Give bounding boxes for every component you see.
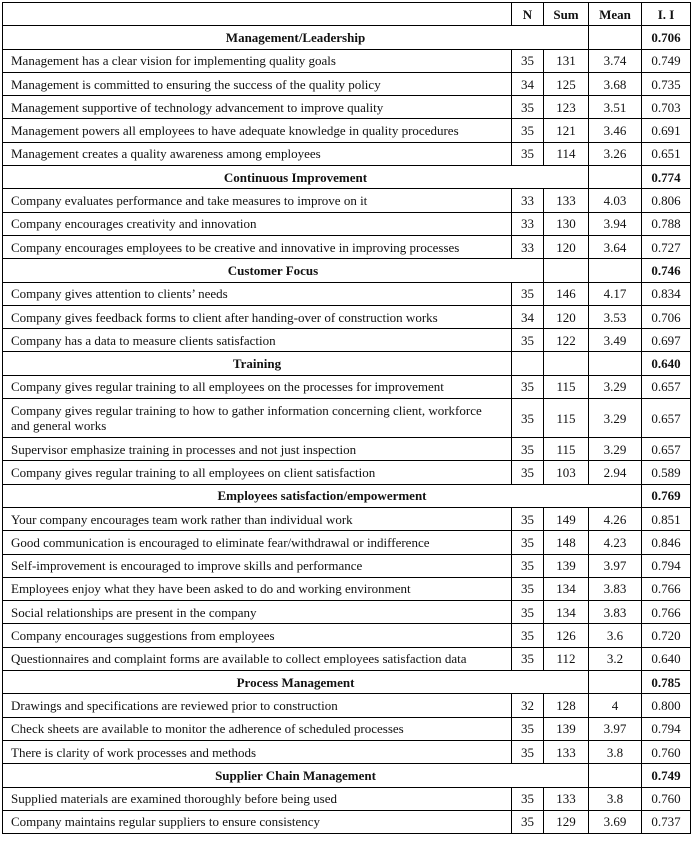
cell-sum: 128 xyxy=(544,694,589,717)
cell-ii: 0.735 xyxy=(642,72,691,95)
item-text: Company gives regular training to all employees on the processes for improvement xyxy=(3,375,512,398)
item-text: Good communication is encouraged to eliminate fear/withdrawal or indifference xyxy=(3,531,512,554)
section-row xyxy=(3,26,691,49)
cell-mean: 3.6 xyxy=(589,624,642,647)
cell-mean: 2.94 xyxy=(589,461,642,484)
cell-ii: 0.788 xyxy=(642,212,691,235)
table-row xyxy=(3,189,691,212)
cell-ii: 0.794 xyxy=(642,717,691,740)
cell-sum: 149 xyxy=(544,507,589,530)
cell-n: 34 xyxy=(512,305,544,328)
section-row xyxy=(3,259,691,282)
section-row xyxy=(3,764,691,787)
item-text: Management creates a quality awareness among employees xyxy=(3,142,512,165)
cell-mean: 4.03 xyxy=(589,189,642,212)
item-text: Company gives regular training to how to gather information concerning client, workforce and general works xyxy=(3,399,512,438)
cell-mean: 3.29 xyxy=(589,375,642,398)
item-text: Management is committed to ensuring the success of the quality policy xyxy=(3,72,512,95)
cell-ii: 0.703 xyxy=(642,96,691,119)
section-ii: 0.769 xyxy=(642,484,691,507)
cell-sum: 134 xyxy=(544,601,589,624)
cell-mean: 3.49 xyxy=(589,329,642,352)
cell-ii: 0.727 xyxy=(642,235,691,258)
cell-n: 35 xyxy=(512,601,544,624)
cell-sum: 115 xyxy=(544,375,589,398)
cell-n: 35 xyxy=(512,438,544,461)
item-text: Supervisor emphasize training in processes and not just inspection xyxy=(3,438,512,461)
item-text: Your company encourages team work rather than individual work xyxy=(3,507,512,530)
cell-n: 35 xyxy=(512,787,544,810)
cell-ii: 0.800 xyxy=(642,694,691,717)
empty-cell xyxy=(512,352,544,375)
item-text: Company encourages creativity and innovation xyxy=(3,212,512,235)
cell-ii: 0.766 xyxy=(642,601,691,624)
section-title: Continuous Improvement xyxy=(3,166,589,189)
section-title: Training xyxy=(3,352,512,375)
cell-ii: 0.834 xyxy=(642,282,691,305)
section-ii: 0.706 xyxy=(642,26,691,49)
item-text: Drawings and specifications are reviewed prior to construction xyxy=(3,694,512,717)
cell-n: 35 xyxy=(512,461,544,484)
table-row xyxy=(3,235,691,258)
cell-n: 35 xyxy=(512,49,544,72)
cell-mean: 3.8 xyxy=(589,787,642,810)
item-text: Management powers all employees to have adequate knowledge in quality procedures xyxy=(3,119,512,142)
section-title: Supplier Chain Management xyxy=(3,764,589,787)
cell-sum: 139 xyxy=(544,717,589,740)
cell-n: 33 xyxy=(512,212,544,235)
cell-n: 35 xyxy=(512,531,544,554)
cell-mean: 4.26 xyxy=(589,507,642,530)
cell-n: 35 xyxy=(512,399,544,438)
section-ii: 0.785 xyxy=(642,671,691,694)
item-text: Management supportive of technology advancement to improve quality xyxy=(3,96,512,119)
cell-n: 35 xyxy=(512,507,544,530)
table-row xyxy=(3,399,691,438)
table-row xyxy=(3,142,691,165)
cell-sum: 131 xyxy=(544,49,589,72)
item-text: Social relationships are present in the company xyxy=(3,601,512,624)
cell-sum: 114 xyxy=(544,142,589,165)
cell-n: 35 xyxy=(512,329,544,352)
table-row xyxy=(3,96,691,119)
item-text: Company gives attention to clients’ needs xyxy=(3,282,512,305)
cell-sum: 126 xyxy=(544,624,589,647)
cell-mean: 4.23 xyxy=(589,531,642,554)
cell-mean: 3.8 xyxy=(589,740,642,763)
cell-mean: 4.17 xyxy=(589,282,642,305)
section-row xyxy=(3,166,691,189)
cell-mean: 3.53 xyxy=(589,305,642,328)
section-ii: 0.746 xyxy=(642,259,691,282)
empty-cell xyxy=(589,764,642,787)
table-row xyxy=(3,740,691,763)
cell-mean: 3.74 xyxy=(589,49,642,72)
cell-ii: 0.760 xyxy=(642,740,691,763)
section-ii: 0.640 xyxy=(642,352,691,375)
section-row xyxy=(3,352,691,375)
cell-sum: 148 xyxy=(544,531,589,554)
header-ii: I. I xyxy=(642,3,691,26)
cell-sum: 139 xyxy=(544,554,589,577)
cell-ii: 0.737 xyxy=(642,810,691,833)
cell-n: 35 xyxy=(512,554,544,577)
item-text: Company gives regular training to all employees on client satisfaction xyxy=(3,461,512,484)
cell-sum: 133 xyxy=(544,787,589,810)
quality-index-table xyxy=(2,2,691,834)
table-row xyxy=(3,554,691,577)
cell-n: 35 xyxy=(512,375,544,398)
cell-n: 35 xyxy=(512,740,544,763)
cell-n: 35 xyxy=(512,96,544,119)
cell-ii: 0.846 xyxy=(642,531,691,554)
section-row xyxy=(3,484,691,507)
cell-n: 33 xyxy=(512,189,544,212)
table-row xyxy=(3,329,691,352)
table-row xyxy=(3,507,691,530)
section-row xyxy=(3,671,691,694)
item-text: Company gives feedback forms to client after handing-over of construction works xyxy=(3,305,512,328)
cell-mean: 3.97 xyxy=(589,554,642,577)
table-row xyxy=(3,305,691,328)
cell-n: 35 xyxy=(512,119,544,142)
header-mean: Mean xyxy=(589,3,642,26)
cell-ii: 0.589 xyxy=(642,461,691,484)
cell-mean: 3.97 xyxy=(589,717,642,740)
item-text: Company evaluates performance and take measures to improve on it xyxy=(3,189,512,212)
cell-sum: 123 xyxy=(544,96,589,119)
table-row xyxy=(3,375,691,398)
cell-n: 35 xyxy=(512,142,544,165)
header-item xyxy=(3,3,512,26)
cell-mean: 3.29 xyxy=(589,399,642,438)
item-text: Company maintains regular suppliers to ensure consistency xyxy=(3,810,512,833)
cell-sum: 122 xyxy=(544,329,589,352)
cell-ii: 0.706 xyxy=(642,305,691,328)
table-row xyxy=(3,438,691,461)
section-title: Management/Leadership xyxy=(3,26,589,49)
header-n: N xyxy=(512,3,544,26)
cell-n: 35 xyxy=(512,717,544,740)
table-body xyxy=(3,26,691,834)
cell-sum: 133 xyxy=(544,740,589,763)
table-row xyxy=(3,49,691,72)
cell-sum: 146 xyxy=(544,282,589,305)
cell-n: 35 xyxy=(512,282,544,305)
table-row xyxy=(3,531,691,554)
cell-mean: 3.2 xyxy=(589,647,642,670)
table-row xyxy=(3,647,691,670)
cell-mean: 3.94 xyxy=(589,212,642,235)
empty-cell xyxy=(589,259,642,282)
cell-ii: 0.691 xyxy=(642,119,691,142)
table-row xyxy=(3,282,691,305)
header-row xyxy=(3,3,691,26)
empty-cell xyxy=(589,671,642,694)
cell-n: 33 xyxy=(512,235,544,258)
item-text: Supplied materials are examined thoroughly before being used xyxy=(3,787,512,810)
table-row xyxy=(3,601,691,624)
cell-sum: 120 xyxy=(544,305,589,328)
cell-ii: 0.657 xyxy=(642,438,691,461)
empty-cell xyxy=(544,352,589,375)
item-text: Self-improvement is encouraged to improve skills and performance xyxy=(3,554,512,577)
cell-n: 34 xyxy=(512,72,544,95)
item-text: Check sheets are available to monitor the adherence of scheduled processes xyxy=(3,717,512,740)
table-row xyxy=(3,72,691,95)
cell-mean: 3.69 xyxy=(589,810,642,833)
cell-ii: 0.657 xyxy=(642,375,691,398)
cell-n: 35 xyxy=(512,624,544,647)
cell-mean: 3.29 xyxy=(589,438,642,461)
cell-mean: 3.64 xyxy=(589,235,642,258)
cell-mean: 3.83 xyxy=(589,601,642,624)
table-row xyxy=(3,461,691,484)
cell-sum: 129 xyxy=(544,810,589,833)
cell-n: 35 xyxy=(512,577,544,600)
cell-ii: 0.766 xyxy=(642,577,691,600)
cell-n: 32 xyxy=(512,694,544,717)
cell-mean: 3.83 xyxy=(589,577,642,600)
cell-sum: 133 xyxy=(544,189,589,212)
cell-mean: 3.51 xyxy=(589,96,642,119)
cell-ii: 0.697 xyxy=(642,329,691,352)
cell-ii: 0.720 xyxy=(642,624,691,647)
table-row xyxy=(3,624,691,647)
cell-sum: 115 xyxy=(544,399,589,438)
cell-ii: 0.851 xyxy=(642,507,691,530)
cell-ii: 0.806 xyxy=(642,189,691,212)
item-text: Management has a clear vision for implementing quality goals xyxy=(3,49,512,72)
cell-sum: 103 xyxy=(544,461,589,484)
table-row xyxy=(3,810,691,833)
section-title: Process Management xyxy=(3,671,589,694)
cell-sum: 134 xyxy=(544,577,589,600)
section-title: Customer Focus xyxy=(3,259,544,282)
cell-sum: 120 xyxy=(544,235,589,258)
empty-cell xyxy=(589,352,642,375)
cell-mean: 3.68 xyxy=(589,72,642,95)
cell-sum: 115 xyxy=(544,438,589,461)
item-text: Employees enjoy what they have been asked to do and working environment xyxy=(3,577,512,600)
cell-mean: 3.26 xyxy=(589,142,642,165)
table-row xyxy=(3,787,691,810)
cell-ii: 0.651 xyxy=(642,142,691,165)
cell-ii: 0.749 xyxy=(642,49,691,72)
cell-mean: 3.46 xyxy=(589,119,642,142)
item-text: Company encourages suggestions from employees xyxy=(3,624,512,647)
table-row xyxy=(3,212,691,235)
cell-n: 35 xyxy=(512,810,544,833)
cell-ii: 0.657 xyxy=(642,399,691,438)
item-text: Company encourages employees to be creative and innovative in improving processes xyxy=(3,235,512,258)
cell-ii: 0.760 xyxy=(642,787,691,810)
cell-sum: 121 xyxy=(544,119,589,142)
cell-n: 35 xyxy=(512,647,544,670)
table-row xyxy=(3,694,691,717)
table-row xyxy=(3,577,691,600)
section-ii: 0.774 xyxy=(642,166,691,189)
cell-sum: 130 xyxy=(544,212,589,235)
table-row xyxy=(3,119,691,142)
section-title: Employees satisfaction/empowerment xyxy=(3,484,642,507)
cell-ii: 0.640 xyxy=(642,647,691,670)
table-row xyxy=(3,717,691,740)
item-text: Questionnaires and complaint forms are available to collect employees satisfaction data xyxy=(3,647,512,670)
cell-sum: 125 xyxy=(544,72,589,95)
section-ii: 0.749 xyxy=(642,764,691,787)
empty-cell xyxy=(589,166,642,189)
empty-cell xyxy=(589,26,642,49)
cell-ii: 0.794 xyxy=(642,554,691,577)
item-text: There is clarity of work processes and methods xyxy=(3,740,512,763)
cell-sum: 112 xyxy=(544,647,589,670)
item-text: Company has a data to measure clients satisfaction xyxy=(3,329,512,352)
empty-cell xyxy=(544,259,589,282)
cell-mean: 4 xyxy=(589,694,642,717)
header-sum: Sum xyxy=(544,3,589,26)
